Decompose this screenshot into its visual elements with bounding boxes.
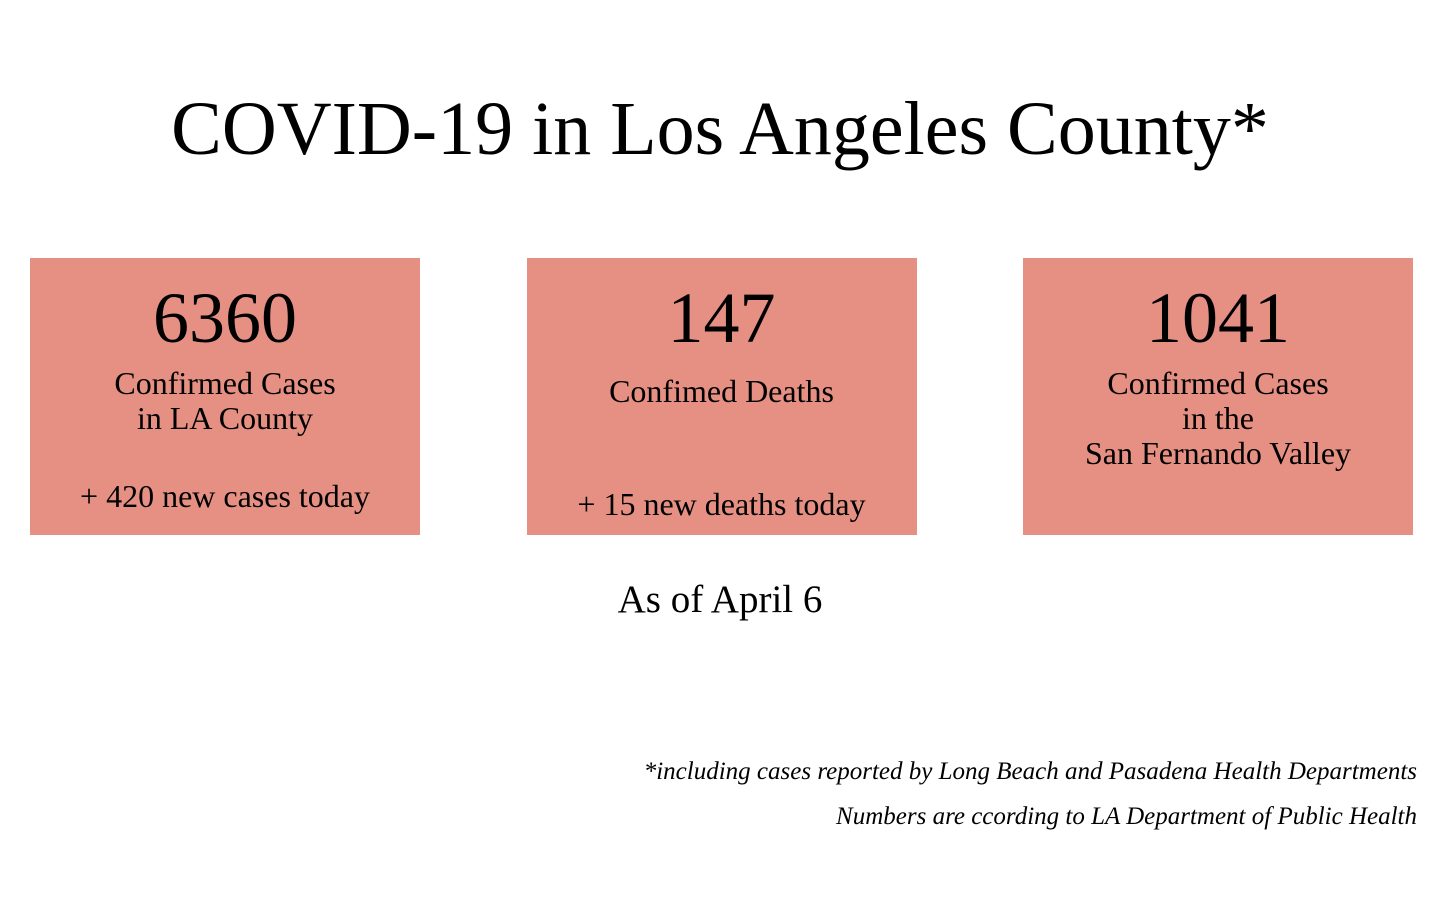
- stat-label: [1023, 366, 1413, 471]
- stat-value: 147: [667, 278, 776, 358]
- stat-label: [527, 374, 917, 409]
- stat-card-confirmed-cases-la: [30, 258, 420, 535]
- stat-label-line: in the: [1182, 400, 1254, 436]
- stat-label: [30, 366, 420, 436]
- stat-label-line: Confimed Deaths: [609, 373, 834, 409]
- stat-value: 6360: [153, 278, 297, 358]
- as-of-date: As of April 6: [617, 578, 823, 621]
- stat-label-line: in LA County: [136, 400, 313, 436]
- stat-card-confirmed-deaths: [527, 258, 917, 535]
- stat-label-line: San Fernando Valley: [1084, 435, 1352, 471]
- stat-delta: + 15 new deaths today: [577, 486, 866, 522]
- stat-delta: + 420 new cases today: [80, 478, 370, 514]
- stat-label-line: Confirmed Cases: [114, 365, 336, 401]
- stat-label-line: Confirmed Cases: [1107, 365, 1329, 401]
- stat-card-confirmed-cases-sfv: [1023, 258, 1413, 535]
- page-title: COVID-19 in Los Angeles County*: [171, 87, 1269, 171]
- stat-value: 1041: [1146, 278, 1290, 358]
- footnote-line: *including cases reported by Long Beach and Pasadena Health Departments: [643, 758, 1417, 785]
- footnotes: [644, 749, 1417, 839]
- stats-row: [30, 258, 1413, 535]
- footnote-line: Numbers are ccording to LA Department of Public Health: [836, 803, 1417, 830]
